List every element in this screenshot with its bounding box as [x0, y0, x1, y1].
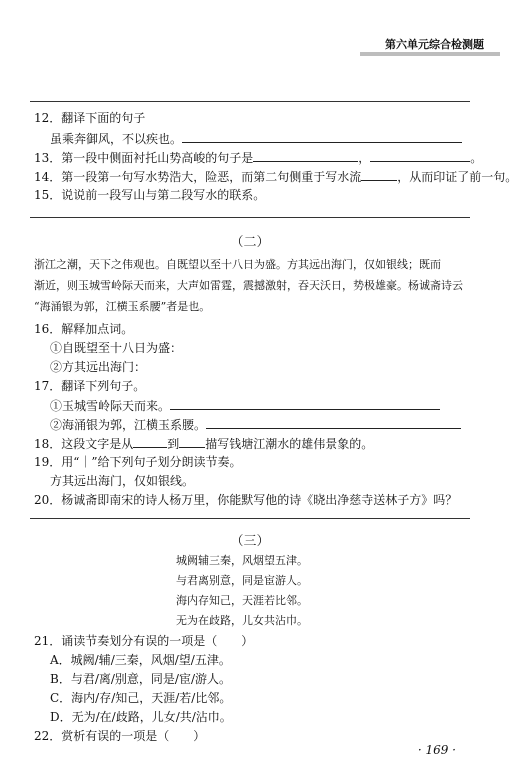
header-band	[360, 52, 500, 56]
poem-line: 无为在歧路，儿女共沾巾。	[176, 614, 308, 627]
question-17-item-2: ②海涌银为郭，江横玉系腰。	[50, 417, 461, 432]
question-19-sentence: 方其远出海门，仅如银线。	[50, 474, 195, 488]
answer-blank[interactable]	[179, 436, 205, 448]
question-13: 13．第一段中侧面衬托山势高峻的句子是 ， 。	[34, 151, 483, 165]
question-20: 20．杨诚斋即南宋的诗人杨万里，你能默写他的诗《晓出净慈寺送林子方》吗？	[34, 493, 458, 507]
question-14: 14．第一段第一句写水势浩大，险恶，而第二句侧重于写水流 ，从而印证了前一句。	[34, 170, 517, 184]
section-title: （二）	[230, 235, 270, 250]
question-12-sentence: 虽乘奔御风，不以疾也。	[50, 131, 462, 146]
question-16: 16．解释加点词。	[34, 322, 134, 336]
answer-blank[interactable]	[170, 398, 440, 410]
poem-line: 海内存知己，天涯若比邻。	[176, 594, 308, 607]
question-15: 15．说说前一段写山与第二段写水的联系。	[34, 188, 266, 202]
question-17: 17．翻译下列句子。	[34, 379, 146, 393]
question-22: 22．赏析有误的一项是（ ）	[34, 729, 206, 743]
question-18: 18．这段文字是从 到 描写钱塘江潮水的雄伟景象的。	[34, 437, 374, 451]
divider	[30, 217, 470, 218]
passage-line: 浙江之潮，天下之伟观也。自既望以至十八日为盛。方其远出海门，仅如银线；既而	[34, 258, 441, 271]
option-c[interactable]: C．海内/存/知己，天涯/若/比邻。	[50, 691, 232, 705]
answer-blank[interactable]	[361, 169, 397, 181]
divider	[30, 518, 470, 519]
question-21: 21．诵读节奏划分有误的一项是（ ）	[34, 634, 254, 648]
passage	[34, 254, 470, 317]
divider	[30, 101, 470, 102]
chapter-header: 第六单元综合检测题	[385, 38, 484, 51]
answer-blank[interactable]	[253, 150, 358, 162]
passage-line: “海涌银为郭，江横玉系腰”者是也。	[34, 300, 211, 313]
section-title: （三）	[230, 534, 270, 549]
question-16-item-2: ②方其远出海门：	[50, 360, 147, 374]
poem-line: 城阙辅三秦，风烟望五津。	[176, 554, 308, 567]
question-16-item-1: ①自既望至十八日为盛：	[50, 341, 183, 355]
answer-blank[interactable]	[133, 436, 167, 448]
option-d[interactable]: D．无为/在/歧路，儿女/共/沾巾。	[50, 710, 232, 724]
question-17-item-1: ①玉城雪岭际天而来。	[50, 398, 440, 413]
question-12: 12．翻译下面的句子	[34, 111, 146, 125]
question-19: 19．用“｜”给下列句子划分朗读节奏。	[34, 455, 242, 469]
option-a[interactable]: A．城阙/辅/三秦，风烟/望/五津。	[50, 653, 231, 667]
answer-blank[interactable]	[370, 150, 470, 162]
poem-line: 与君离别意，同是宦游人。	[176, 574, 308, 587]
page-number: · 169 ·	[417, 743, 456, 757]
option-b[interactable]: B．与君/离/别意，同是/宦/游人。	[50, 672, 231, 686]
answer-blank[interactable]	[206, 417, 461, 429]
passage-line: 渐近，则玉城雪岭际天而来，大声如雷霆，震撼激射，吞天沃日，势极雄豪。杨诚斋诗云	[34, 279, 463, 292]
poem	[176, 551, 308, 631]
answer-blank[interactable]	[182, 131, 462, 143]
